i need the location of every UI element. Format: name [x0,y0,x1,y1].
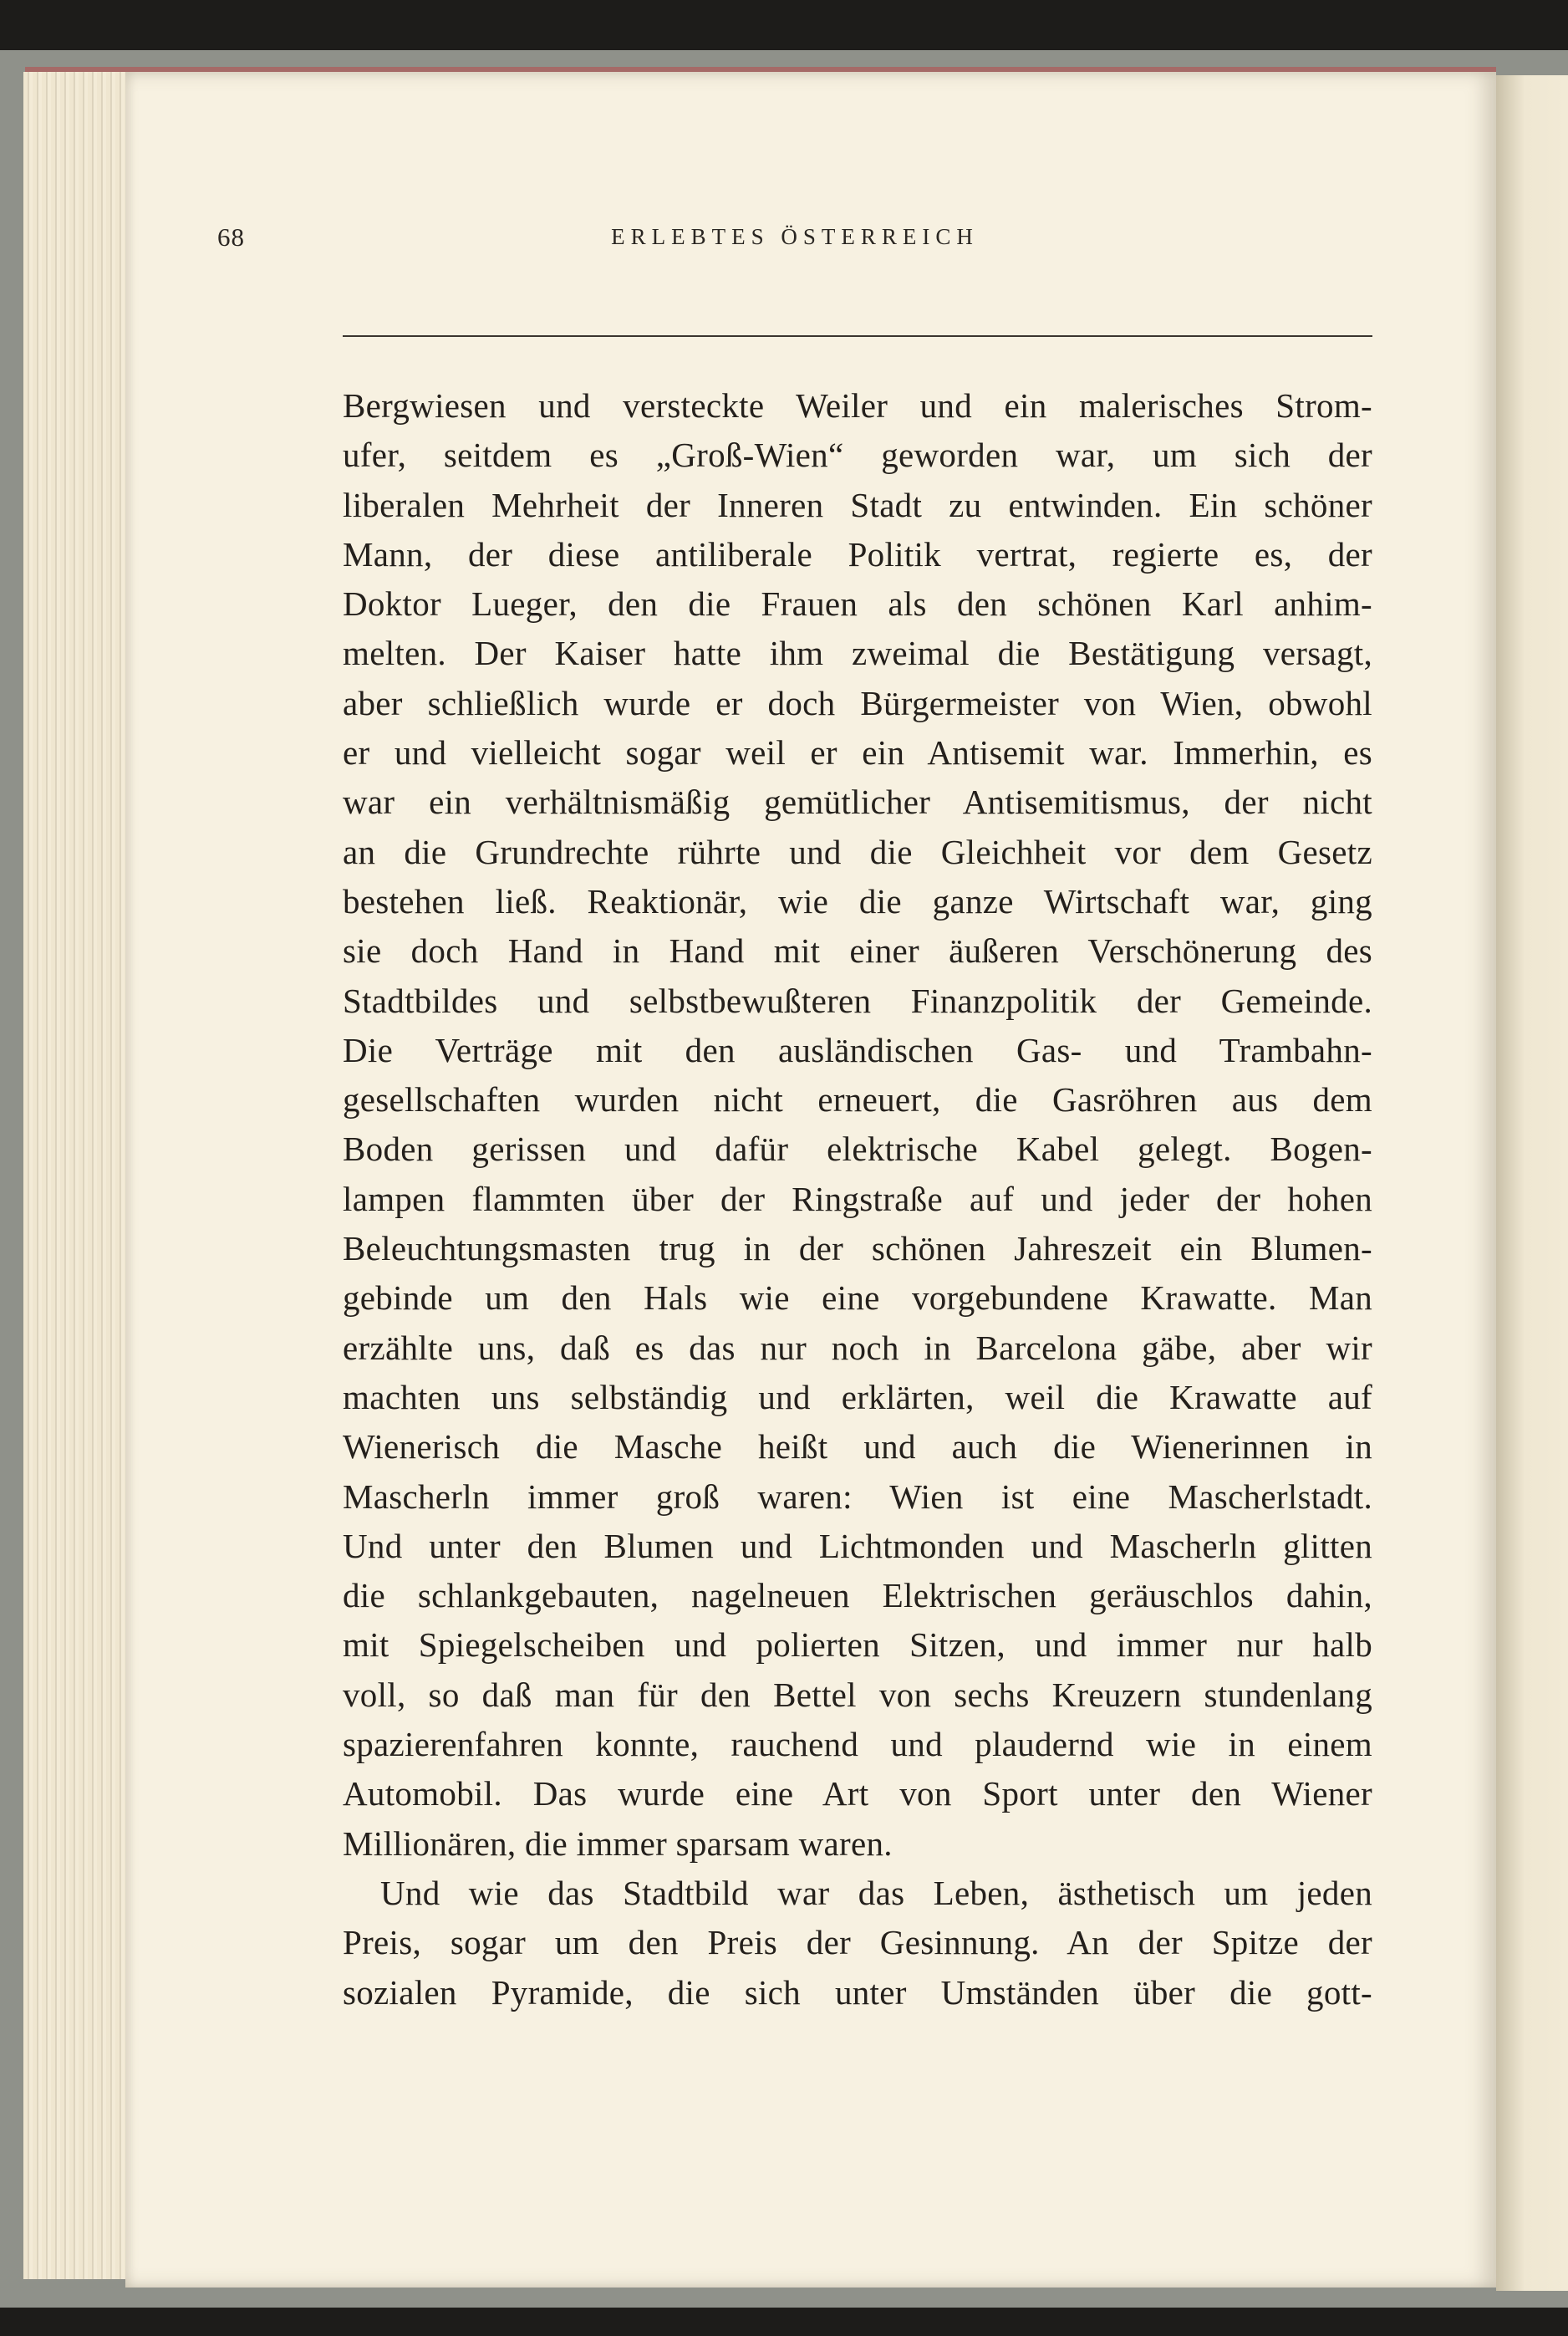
text-line: Bergwiesen und versteckte Weiler und ein malerisches Strom- [343,386,1372,425]
text-line: die schlankgebauten, nagelneuen Elektrischen geräuschlos dahin, [343,1576,1372,1615]
text-line: Mann, der diese antiliberale Politik vertrat, regierte es, der [343,534,1372,574]
text-line: voll, so daß man für den Bettel von sechs Kreuzern stundenlang [343,1675,1372,1714]
text-line: spazierenfahren konnte, rauchend und plaudernd wie in einem [343,1725,1372,1764]
text-line: Doktor Lueger, den die Frauen als den schönen Karl anhim- [343,584,1372,624]
text-line: Preis, sogar um den Preis der Gesinnung. An der Spitze der [343,1923,1372,1962]
text-line: gebinde um den Hals wie eine vorgebundene Krawatte. Man [343,1278,1372,1318]
page-edges [23,72,132,2279]
header-rule [343,335,1372,337]
text-line: bestehen ließ. Reaktionär, wie die ganze Wirtschaft war, ging [343,881,1372,921]
text-line: erzählte uns, daß es das nur noch in Barcelona gäbe, aber wir [343,1328,1372,1367]
text-line: er und vielleicht sogar weil er ein Antisemit war. Immerhin, es [343,733,1372,773]
running-title: ERLEBTES ÖSTERREICH [611,224,979,249]
paragraph [343,1869,1372,2017]
text-line: Millionären, die immer sparsam waren. [343,1823,893,1863]
text-line: mit Spiegelscheiben und polierten Sitzen, und immer nur halb [343,1625,1372,1665]
text-line: Mascherln immer groß waren: Wien ist eine Mascherlstadt. [343,1477,1372,1516]
text-line: liberalen Mehrheit der Inneren Stadt zu entwinden. Ein schöner [343,485,1372,524]
text-line: Automobil. Das wurde eine Art von Sport unter den Wiener [343,1774,1372,1813]
text-line: Und unter den Blumen und Lichtmonden und Mascherln glitten [343,1526,1372,1565]
paragraph [343,381,1372,1869]
body-text [343,381,1372,2017]
text-line: melten. Der Kaiser hatte ihm zweimal die Bestätigung versagt, [343,634,1372,673]
text-line: sie doch Hand in Hand mit einer äußeren Verschönerung des [343,931,1372,971]
text-line: Die Verträge mit den ausländischen Gas- und Trambahn- [343,1030,1372,1069]
text-line: Beleuchtungsmasten trug in der schönen Jahreszeit ein Blumen- [343,1229,1372,1268]
running-header [217,222,1372,264]
text-line: gesellschaften wurden nicht erneuert, die Gasröhren aus dem [343,1080,1372,1120]
facing-page-edge [1496,75,1568,2291]
text-line: Und wie das Stadtbild war das Leben, ästhetisch um jeden [380,1873,1372,1912]
text-line: machten uns selbständig und erklärten, weil die Krawatte auf [343,1377,1372,1416]
text-line: Wienerisch die Masche heißt und auch die Wienerinnen in [343,1427,1372,1466]
text-line: an die Grundrechte rührte und die Gleichheit vor dem Gesetz [343,832,1372,871]
text-line: ufer, seitdem es „Groß-Wien“ geworden war, um sich der [343,436,1372,475]
text-line: sozialen Pyramide, die sich unter Umständen über die gott- [343,1972,1372,2012]
text-line: Stadtbildes und selbstbewußteren Finanzpolitik der Gemeinde. [343,981,1372,1020]
text-line: aber schließlich wurde er doch Bürgermeister von Wien, obwohl [343,683,1372,722]
page-number: 68 [217,222,245,252]
text-line: war ein verhältnismäßig gemütlicher Antisemitismus, der nicht [343,783,1372,822]
text-line: lampen flammten über der Ringstraße auf und jeder der hohen [343,1179,1372,1218]
text-line: Boden gerissen und dafür elektrische Kabel gelegt. Bogen- [343,1130,1372,1169]
